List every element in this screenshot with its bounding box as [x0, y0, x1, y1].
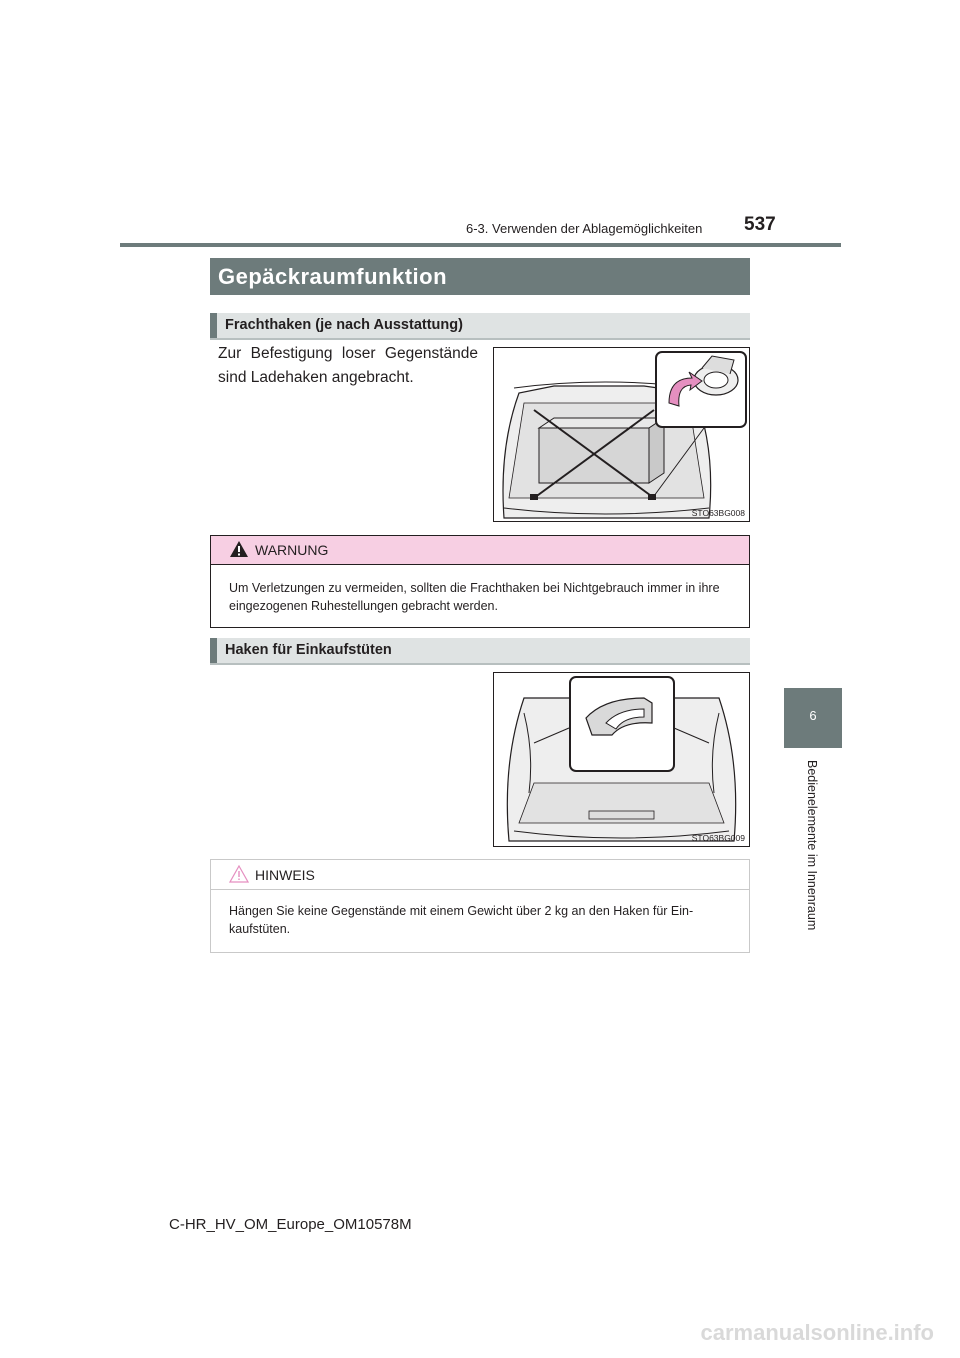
- shopping-bag-hooks-figure: [493, 672, 750, 847]
- warning-box: [210, 535, 750, 628]
- cargo-area-illustration: [494, 348, 749, 521]
- footer-document-id: C-HR_HV_OM_Europe_OM10578M: [169, 1216, 412, 1233]
- figure-code: STO63BG008: [691, 508, 745, 518]
- chapter-label: Bedienelemente im Innenraum: [805, 760, 819, 931]
- notice-title: HINWEIS: [255, 867, 315, 883]
- chapter-number: 6: [809, 708, 817, 723]
- warning-triangle-icon: [229, 540, 249, 558]
- notice-text: Hängen Sie keine Gegenstände mit einem Gewicht über 2 kg an den Haken für Ein-kaufstüten.: [229, 904, 694, 936]
- section-heading-cargo-hooks: Frachthaken (je nach Ausstattung): [210, 313, 750, 338]
- warning-text: Um Verletzungen zu vermeiden, sollten die Frachthaken bei Nichtgebrauch immer in ihre eingezogenen Ruhestellungen gebracht werden.: [229, 581, 720, 613]
- notice-box: [210, 859, 750, 953]
- page-number: 537: [744, 214, 776, 235]
- warning-title: WARNUNG: [255, 542, 329, 558]
- bag-hook-illustration: [494, 673, 749, 846]
- page-title: Gepäckraumfunktion: [210, 258, 750, 295]
- watermark: carmanualsonline.info: [700, 1320, 934, 1345]
- figure-code: STO63BG009: [691, 833, 745, 843]
- notice-triangle-icon: [229, 865, 249, 883]
- cargo-hooks-figure: [493, 347, 750, 522]
- header-rule: [120, 243, 841, 247]
- section-heading-shopping-bag-hooks: Haken für Einkaufstüten: [210, 638, 750, 663]
- cargo-hooks-description: Zur Befestigung loser Gegenstände sind Ladehaken angebracht.: [218, 345, 478, 386]
- notice-header: [211, 860, 749, 890]
- warning-header: [211, 536, 749, 565]
- header-section-title: 6-3. Verwenden der Ablagemöglichkeiten: [466, 221, 703, 236]
